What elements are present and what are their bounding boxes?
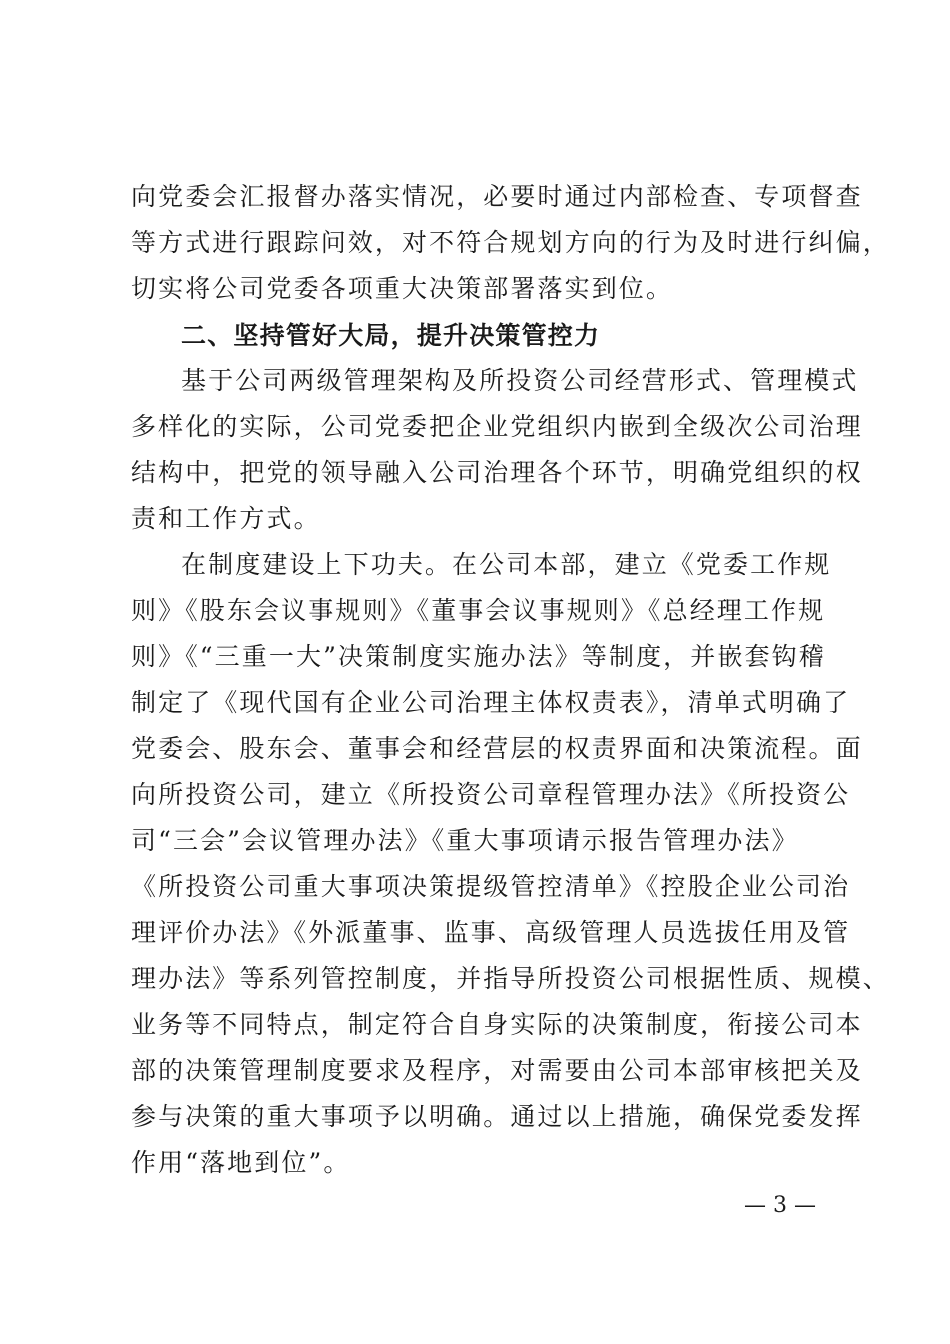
page-number: — 3 — bbox=[744, 1193, 816, 1218]
text-line: 向所投资公司，建立《所投资公司章程管理办法》《所投资公 bbox=[131, 780, 851, 809]
text-line: 等方式进行跟踪问效，对不符合规划方向的行为及时进行纠偏， bbox=[131, 228, 890, 257]
text-line: 《所投资公司重大事项决策提级管控清单》《控股企业公司治 bbox=[131, 872, 851, 901]
text-line: 党委会、股东会、董事会和经营层的权责界面和决策流程。面 bbox=[131, 734, 863, 763]
text-line: 基于公司两级管理架构及所投资公司经营形式、管理模式 bbox=[181, 366, 859, 395]
text-line: 切实将公司党委各项重大决策部署落实到位。 bbox=[131, 274, 674, 303]
text-line: 作用“落地到位”。 bbox=[131, 1148, 351, 1177]
text-line: 司“三会”会议管理办法》《重大事项请示报告管理办法》 bbox=[131, 826, 799, 855]
text-line: 参与决策的重大事项予以明确。通过以上措施，确保党委发挥 bbox=[131, 1102, 863, 1131]
text-line: 部的决策管理制度要求及程序，对需要由公司本部审核把关及 bbox=[131, 1056, 863, 1085]
text-line: 责和工作方式。 bbox=[131, 504, 321, 533]
text-line: 理评价办法》《外派董事、监事、高级管理人员选拔任用及管 bbox=[131, 918, 851, 947]
text-line: 在制度建设上下功夫。在公司本部，建立《党委工作规 bbox=[181, 550, 832, 579]
section-heading: 二、坚持管好大局，提升决策管控力 bbox=[181, 321, 601, 350]
text-line: 业务等不同特点，制定符合自身实际的决策制度，衔接公司本 bbox=[131, 1010, 863, 1039]
text-line: 多样化的实际，公司党委把企业党组织内嵌到全级次公司治理 bbox=[131, 412, 863, 441]
text-line: 理办法》等系列管控制度，并指导所投资公司根据性质、规模、 bbox=[131, 964, 890, 993]
text-line: 结构中，把党的领导融入公司治理各个环节，明确党组织的权 bbox=[131, 458, 863, 487]
text-line: 向党委会汇报督办落实情况，必要时通过内部检查、专项督查 bbox=[131, 182, 863, 211]
text-line: 则》《“三重一大”决策制度实施办法》等制度，并嵌套钩稽 bbox=[131, 642, 826, 671]
text-line: 制定了《现代国有企业公司治理主体权责表》，清单式明确了 bbox=[131, 688, 851, 717]
text-line: 则》《股东会议事规则》《董事会议事规则》《总经理工作规 bbox=[131, 596, 826, 625]
